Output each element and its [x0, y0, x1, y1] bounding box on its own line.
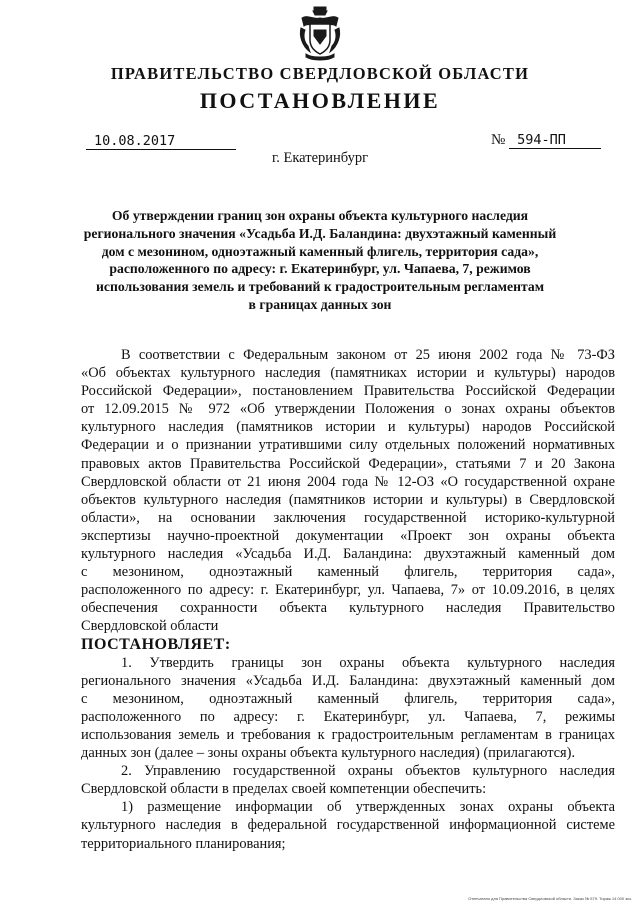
body-line: данных зон (далее – зоны охраны объекта культурного наследия) (прилагаются).	[81, 745, 576, 762]
body-line: регионального значения «Усадьба И.Д. Баландина: двухэтажный каменный дом	[81, 672, 615, 689]
body-line: расположенного по адресу: г. Екатеринбург, ул. Чапаева, 7» от 10.09.2016, в целях	[81, 582, 615, 599]
subject-line: дом с мезонином, одноэтажный каменный флигель, территория сада»,	[101, 243, 539, 259]
body-line: использования земель и требования к градостроительным регламентам в границах	[81, 726, 615, 743]
document-body	[81, 346, 615, 853]
city: г. Екатеринбург	[271, 150, 369, 166]
document-subject	[80, 207, 560, 314]
body-line: правовых актов Правительства Российской Федерации», статьями 7 и 20 Закона	[81, 455, 615, 472]
subject-line: регионального значения «Усадьба И.Д. Баландина: двухэтажный каменный	[83, 225, 557, 241]
subject-line: Об утверждении границ зон охраны объекта культурного наследия	[111, 208, 529, 223]
body-line: с мезонином, одноэтажный каменный флигель, территория сада»,	[81, 690, 615, 707]
body-line: территориального планирования;	[81, 835, 286, 852]
body-line: экспертизы научно-проектной документации «Проект зон охраны объекта	[81, 527, 615, 544]
body-line: Свердловской области	[81, 618, 219, 635]
subject-line: в границах данных зон	[248, 296, 392, 312]
body-line: от 12.09.2015 № 972 «Об утверждении Положения о зонах охраны объектов	[81, 401, 615, 418]
body-line: 2. Управлению государственной охраны объектов культурного наследия	[121, 763, 615, 780]
body-line: расположенного по адресу: г. Екатеринбург, ул. Чапаева, 7, режимы	[81, 708, 615, 725]
body-line: с мезонином, одноэтажный каменный флигель, территория сада»,	[81, 564, 615, 581]
body-line: В соответствии с Федеральным законом от 25 июня 2002 года № 73-ФЗ	[121, 347, 615, 363]
body-line: Свердловской области от 21 июня 2004 года № 12-ОЗ «О государственной охране	[81, 473, 615, 490]
body-line: Федерации и о признании утратившими силу отдельных положений нормативных	[81, 437, 615, 454]
body-line: культурного наследия в федеральной государственной информационной системе	[81, 817, 615, 834]
body-line: 1) размещение информации об утвержденных зонах охраны объекта	[121, 799, 615, 816]
subject-line: расположенного по адресу: г. Екатеринбург, ул. Чапаева, 7, режимов	[109, 261, 531, 277]
coat-of-arms-icon	[298, 6, 342, 62]
subject-line: использования земель и требований к градостроительным регламентам	[95, 279, 545, 295]
document-number: 594-ПП	[509, 133, 601, 149]
body-line: «Об объектах культурного наследия (памятниках истории и культуры) народов	[81, 365, 615, 382]
document-number-block	[491, 132, 601, 149]
body-line: обеспечения сохранности объекта культурного наследия Правительство	[81, 600, 615, 617]
organization-name: ПРАВИТЕЛЬСТВО СВЕРДЛОВСКОЙ ОБЛАСТИ	[110, 64, 530, 83]
body-line: 1. Утвердить границы зон охраны объекта культурного наследия	[121, 654, 615, 671]
body-line: области», на основании заключения государственной историко-культурной	[81, 509, 615, 526]
resolution-heading: ПОСТАНОВЛЯЕТ:	[81, 635, 231, 653]
body-line: культурного наследия «Усадьба И.Д. Баландина: двухэтажный каменный дом	[81, 546, 615, 563]
document-date: 10.08.2017	[86, 134, 236, 150]
body-line: культурного наследия (памятников истории и культуры) народов Российской	[81, 419, 615, 436]
body-line: Свердловской области в пределах своей компетенции обеспечить:	[81, 781, 487, 798]
document-type: ПОСТАНОВЛЕНИЕ	[199, 88, 441, 113]
print-footer-note: Отпечатано для Правительства Свердловской области. Заказ № 579. Тираж 14 000 экз.	[468, 896, 632, 901]
number-sign: №	[491, 132, 506, 148]
body-line: Российской Федерации», постановлением Правительства Российской Федерации	[81, 383, 615, 400]
body-line: объектов культурного наследия (памятников истории и культуры) в Свердловской	[81, 491, 615, 508]
